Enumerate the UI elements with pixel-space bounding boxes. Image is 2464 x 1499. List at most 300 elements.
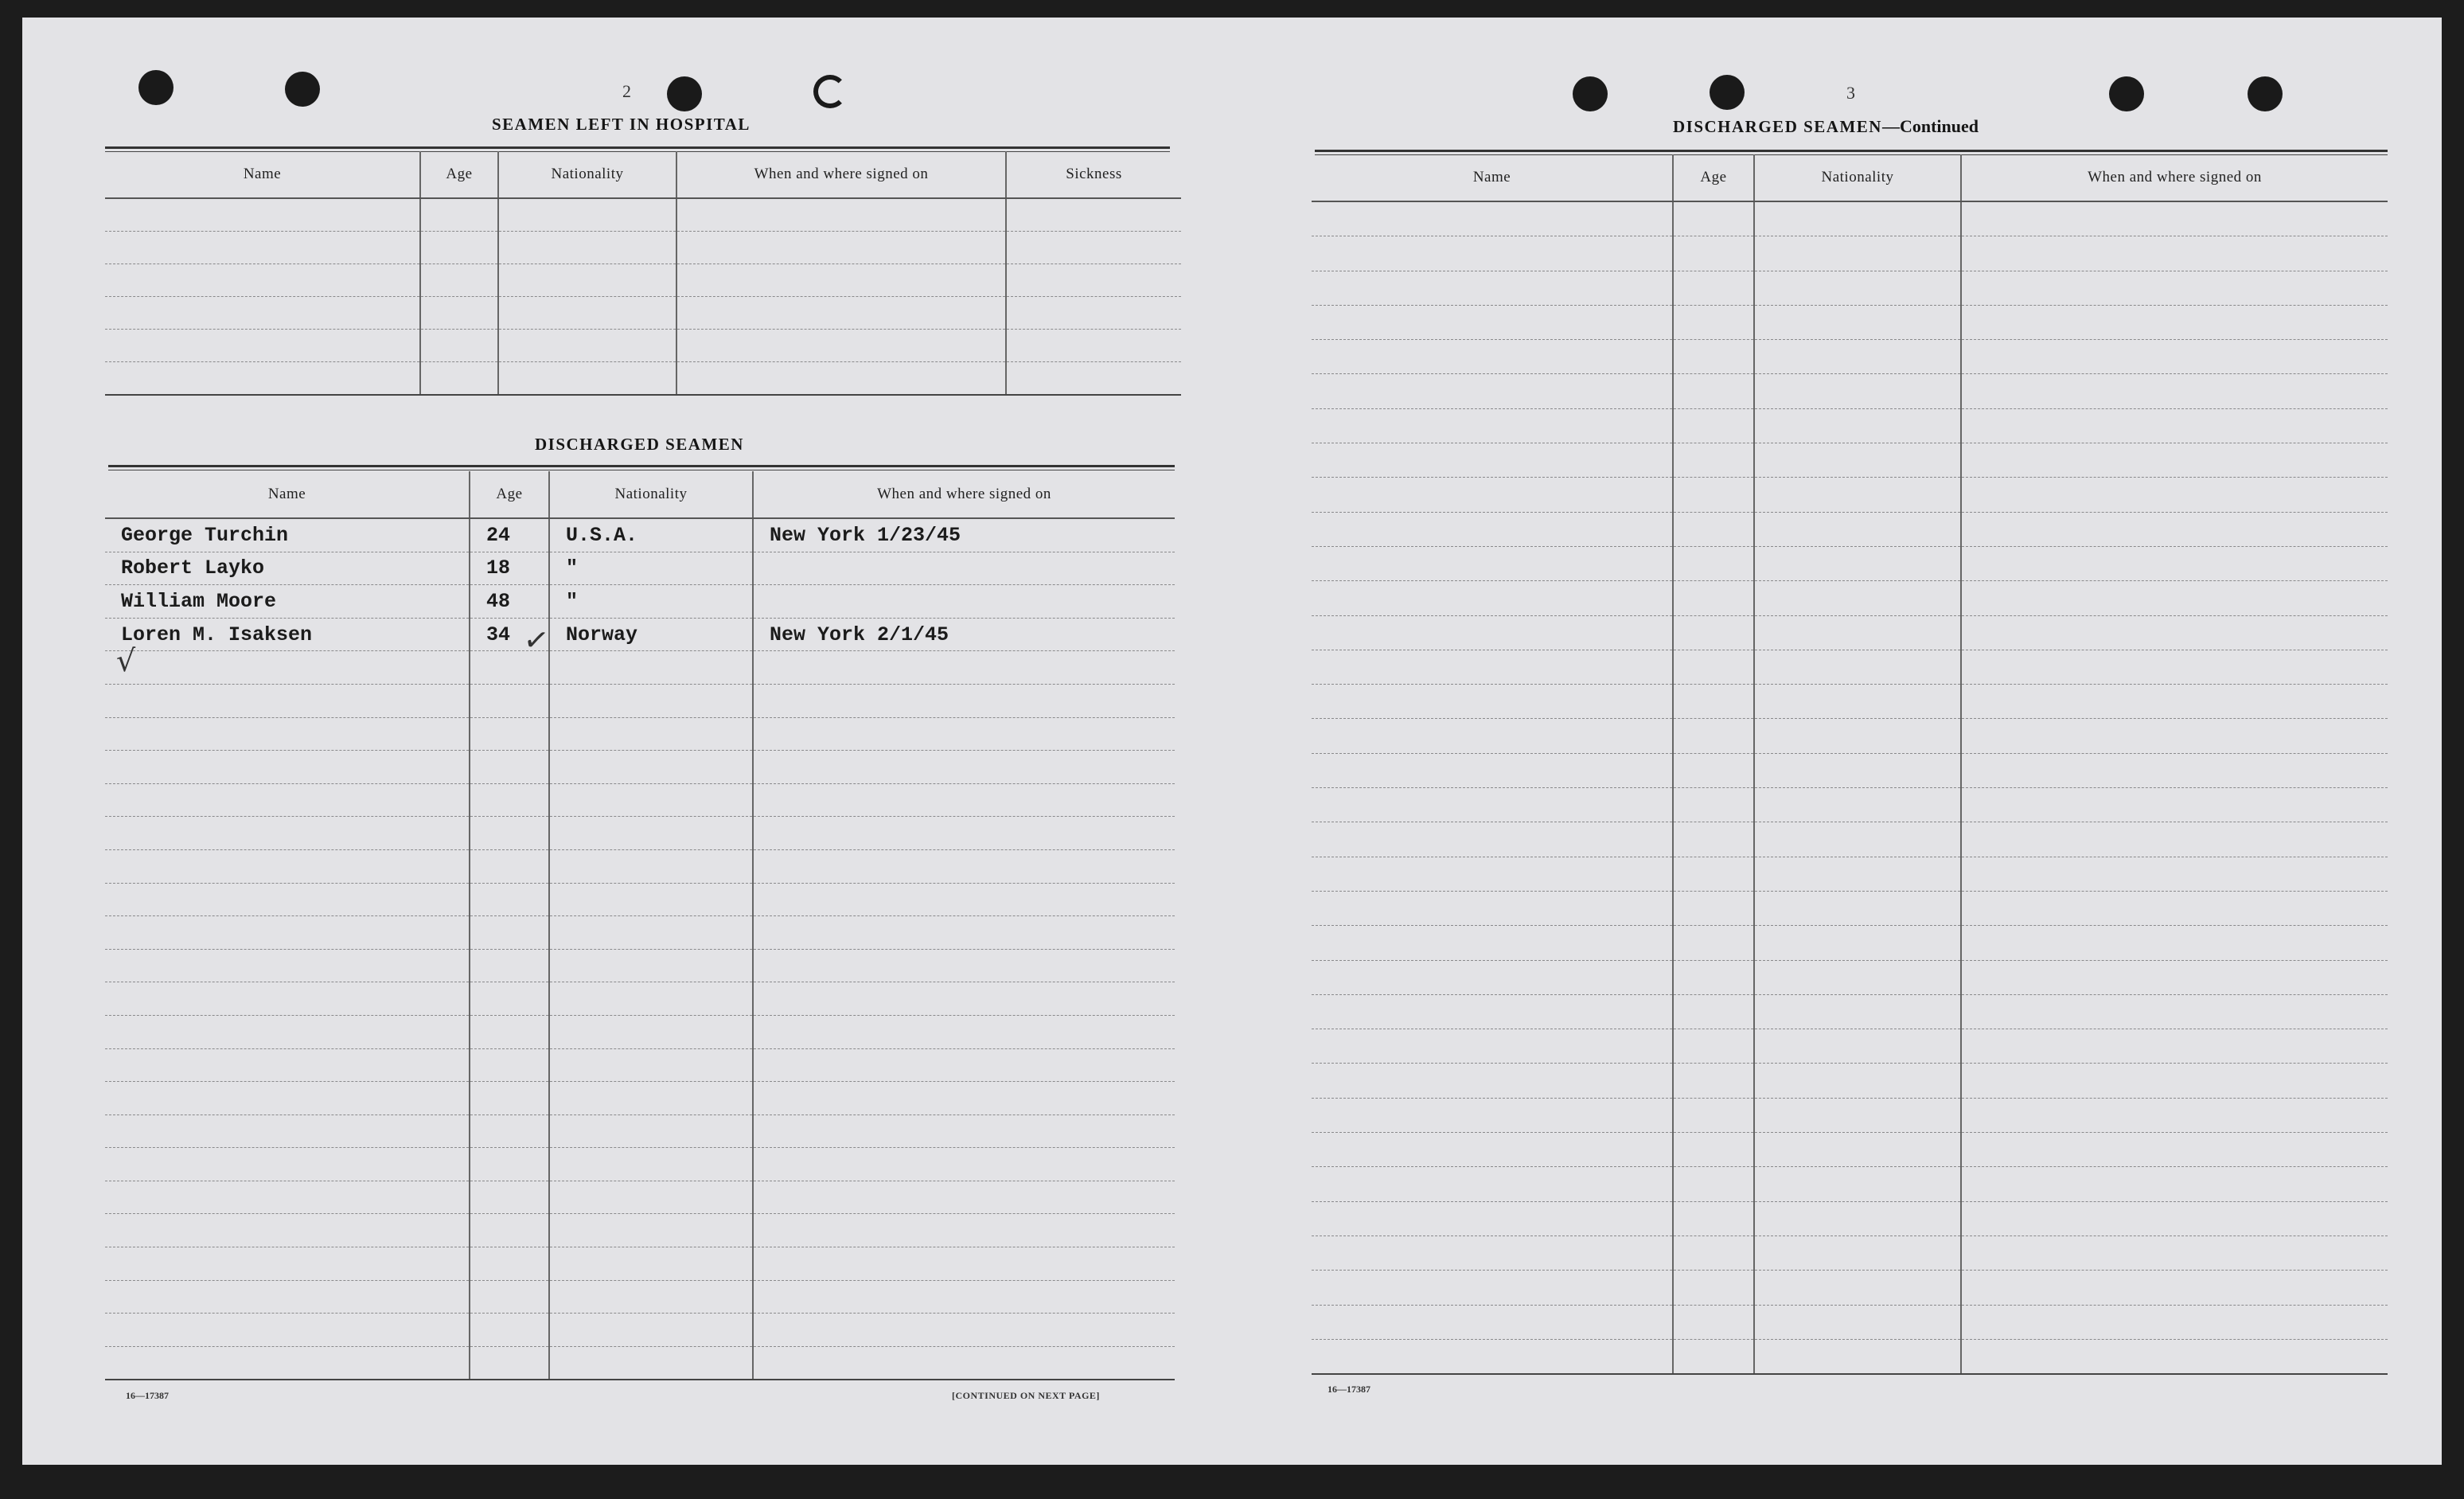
table-row <box>1312 512 2388 546</box>
cell-age <box>470 817 549 850</box>
cell-nationality: " <box>549 552 753 585</box>
continued-note: [CONTINUED ON NEXT PAGE] <box>952 1390 1100 1401</box>
cell-signed-on <box>753 1015 1175 1048</box>
cell-signed-on <box>1961 1098 2388 1132</box>
cell-nationality <box>549 1015 753 1048</box>
cell-nationality <box>549 982 753 1016</box>
cell-name <box>1312 960 1673 994</box>
cell-nationality: " <box>549 585 753 619</box>
cell-age <box>470 1346 549 1380</box>
cell-age <box>1673 201 1754 236</box>
column-header-name: Name <box>1312 154 1673 201</box>
cell-name <box>105 1247 470 1281</box>
cell-sickness <box>1006 198 1181 232</box>
cell-signed-on <box>753 916 1175 950</box>
cell-name <box>1312 305 1673 339</box>
cell-age <box>1673 960 1754 994</box>
table-row <box>1312 305 2388 339</box>
cell-nationality <box>1754 546 1961 580</box>
cell-sickness <box>1006 362 1181 396</box>
cell-signed-on <box>753 817 1175 850</box>
cell-signed-on <box>1961 753 2388 787</box>
cell-signed-on <box>1961 1064 2388 1098</box>
cell-age <box>470 1114 549 1148</box>
cell-signed-on <box>1961 581 2388 615</box>
cell-name <box>1312 546 1673 580</box>
table-row <box>1312 581 2388 615</box>
cell-name <box>105 1048 470 1082</box>
cell-nationality <box>549 684 753 717</box>
table-row <box>1312 201 2388 236</box>
column-header-signed-on: When and where signed on <box>753 471 1175 518</box>
column-header-nationality: Nationality <box>549 471 753 518</box>
cell-nationality <box>1754 1133 1961 1167</box>
cell-age <box>1673 650 1754 684</box>
discharged-continued-table <box>1312 154 2388 1375</box>
continued-top-rule <box>1315 150 2388 152</box>
cell-name <box>1312 994 1673 1029</box>
cell-age <box>1673 443 1754 478</box>
cell-age <box>470 1314 549 1347</box>
cell-nationality <box>1754 650 1961 684</box>
column-header-name: Name <box>105 151 420 198</box>
cell-age <box>1673 1064 1754 1098</box>
cell-nationality <box>1754 1029 1961 1064</box>
cell-name <box>1312 788 1673 822</box>
table-row <box>1312 1133 2388 1167</box>
column-header-nationality: Nationality <box>1754 154 1961 201</box>
cell-nationality <box>498 232 676 264</box>
cell-nationality <box>549 849 753 883</box>
cell-signed-on <box>753 1048 1175 1082</box>
cell-nationality <box>1754 1271 1961 1305</box>
cell-signed-on <box>676 198 1006 232</box>
cell-signed-on <box>1961 1029 2388 1064</box>
punch-hole <box>667 76 702 111</box>
cell-nationality <box>1754 443 1961 478</box>
cell-age <box>1673 408 1754 443</box>
cell-signed-on <box>1961 236 2388 271</box>
table-row <box>105 1148 1175 1181</box>
title-main: DISCHARGED SEAMEN <box>1673 117 1882 136</box>
cell-age <box>1673 926 1754 960</box>
cell-age <box>1673 615 1754 650</box>
cell-age <box>470 751 549 784</box>
cell-age <box>1673 1339 1754 1374</box>
table-row <box>105 552 1175 585</box>
cell-signed-on <box>753 1114 1175 1148</box>
cell-age <box>1673 1133 1754 1167</box>
document-scan <box>22 18 2442 1465</box>
table-row <box>1312 443 2388 478</box>
column-header-age: Age <box>1673 154 1754 201</box>
cell-age <box>1673 512 1754 546</box>
cell-signed-on <box>1961 271 2388 305</box>
cell-age <box>420 362 498 396</box>
cell-age <box>1673 1271 1754 1305</box>
cell-name <box>105 1346 470 1380</box>
table-row <box>1312 788 2388 822</box>
cell-nationality <box>549 1048 753 1082</box>
cell-age <box>1673 753 1754 787</box>
cell-nationality <box>498 330 676 362</box>
cell-signed-on <box>753 982 1175 1016</box>
cell-signed-on <box>753 1346 1175 1380</box>
cell-signed-on <box>1961 374 2388 408</box>
table-row <box>1312 650 2388 684</box>
table-row <box>1312 1201 2388 1236</box>
cell-signed-on <box>676 232 1006 264</box>
cell-signed-on <box>1961 857 2388 891</box>
punch-hole <box>1710 75 1745 110</box>
cell-signed-on <box>1961 822 2388 857</box>
discharged-top-rule <box>108 465 1175 467</box>
cell-nationality <box>1754 201 1961 236</box>
cell-name <box>1312 615 1673 650</box>
table-row <box>105 1280 1175 1314</box>
discharged-section-title: DISCHARGED SEAMEN <box>535 435 744 454</box>
table-row <box>105 982 1175 1016</box>
column-header-age: Age <box>470 471 549 518</box>
cell-age <box>1673 822 1754 857</box>
cell-name <box>1312 650 1673 684</box>
cell-signed-on <box>753 1314 1175 1347</box>
table-row <box>105 717 1175 751</box>
table-row <box>1312 719 2388 753</box>
cell-signed-on <box>1961 340 2388 374</box>
cell-signed-on <box>1961 926 2388 960</box>
continued-header-row <box>1312 154 2388 201</box>
table-row <box>105 518 1175 552</box>
cell-name <box>105 362 420 396</box>
cell-signed-on <box>1961 1271 2388 1305</box>
cell-age <box>1673 891 1754 925</box>
cell-name <box>105 883 470 916</box>
cell-name <box>105 1181 470 1214</box>
cell-nationality <box>1754 271 1961 305</box>
table-row <box>105 783 1175 817</box>
punch-hole <box>2109 76 2144 111</box>
cell-nationality <box>1754 408 1961 443</box>
cell-name <box>1312 926 1673 960</box>
cell-signed-on <box>1961 408 2388 443</box>
cell-signed-on <box>1961 201 2388 236</box>
cell-nationality <box>1754 685 1961 719</box>
cell-sickness <box>1006 330 1181 362</box>
cell-age <box>1673 546 1754 580</box>
table-row <box>105 684 1175 717</box>
cell-signed-on <box>1961 1236 2388 1270</box>
cell-signed-on <box>753 585 1175 619</box>
table-row <box>1312 685 2388 719</box>
table-row <box>105 1214 1175 1247</box>
discharged-header-row <box>105 471 1175 518</box>
cell-name <box>1312 236 1673 271</box>
cell-age <box>1673 719 1754 753</box>
discharged-seamen-table <box>105 471 1175 1380</box>
cell-signed-on <box>676 264 1006 297</box>
cell-age <box>1673 1305 1754 1339</box>
table-row <box>1312 1236 2388 1270</box>
cell-nationality <box>1754 1098 1961 1132</box>
cell-age <box>420 264 498 297</box>
cell-age <box>470 916 549 950</box>
table-row <box>105 751 1175 784</box>
cell-nationality <box>1754 1167 1961 1201</box>
cell-age <box>1673 685 1754 719</box>
cell-nationality: Norway <box>549 618 753 651</box>
cell-name <box>1312 443 1673 478</box>
cell-name <box>1312 1133 1673 1167</box>
table-row <box>1312 926 2388 960</box>
cell-name <box>105 1314 470 1347</box>
cell-name <box>105 949 470 982</box>
cell-signed-on <box>1961 994 2388 1029</box>
form-number-right: 16—17387 <box>1328 1384 1370 1395</box>
cell-nationality <box>1754 236 1961 271</box>
table-row <box>105 1181 1175 1214</box>
cell-signed-on <box>753 783 1175 817</box>
table-row <box>1312 822 2388 857</box>
cell-signed-on <box>753 1148 1175 1181</box>
cell-nationality <box>1754 305 1961 339</box>
cell-age <box>470 849 549 883</box>
cell-sickness <box>1006 264 1181 297</box>
cell-name <box>1312 822 1673 857</box>
cell-name <box>1312 374 1673 408</box>
cell-nationality <box>549 1346 753 1380</box>
cell-age <box>470 1082 549 1115</box>
cell-nationality <box>1754 615 1961 650</box>
cell-age <box>1673 1167 1754 1201</box>
cell-nationality <box>1754 1339 1961 1374</box>
cell-name <box>105 1148 470 1181</box>
column-header-signed-on: When and where signed on <box>1961 154 2388 201</box>
cell-age <box>1673 857 1754 891</box>
column-header-nationality: Nationality <box>498 151 676 198</box>
table-row <box>105 1346 1175 1380</box>
cell-signed-on <box>1961 650 2388 684</box>
table-row <box>1312 1029 2388 1064</box>
cell-name <box>105 1082 470 1115</box>
cell-name: Robert Layko <box>105 552 470 585</box>
cell-signed-on <box>1961 478 2388 512</box>
table-row <box>1312 753 2388 787</box>
cell-name <box>105 651 470 685</box>
table-row <box>1312 340 2388 374</box>
cell-age <box>1673 581 1754 615</box>
table-row <box>105 585 1175 619</box>
cell-name <box>1312 857 1673 891</box>
cell-name <box>105 1114 470 1148</box>
cell-nationality <box>549 1214 753 1247</box>
table-row <box>1312 615 2388 650</box>
cell-name <box>105 751 470 784</box>
table-row <box>1312 1271 2388 1305</box>
cell-name <box>1312 1201 1673 1236</box>
cell-age <box>470 1247 549 1281</box>
cell-name <box>1312 1236 1673 1270</box>
punch-hole <box>2248 76 2283 111</box>
cell-signed-on <box>1961 1167 2388 1201</box>
cell-name <box>1312 1029 1673 1064</box>
cell-name <box>1312 271 1673 305</box>
cell-signed-on <box>753 717 1175 751</box>
table-row <box>105 1247 1175 1281</box>
column-header-age: Age <box>420 151 498 198</box>
cell-age <box>470 783 549 817</box>
cell-name <box>105 1015 470 1048</box>
column-header-signed-on: When and where signed on <box>676 151 1006 198</box>
cell-name <box>1312 1167 1673 1201</box>
cell-signed-on <box>676 297 1006 330</box>
cell-nationality <box>549 651 753 685</box>
cell-name <box>105 1280 470 1314</box>
cell-signed-on <box>1961 960 2388 994</box>
title-suffix: —Continued <box>1881 116 1979 136</box>
cell-age <box>470 949 549 982</box>
cell-signed-on <box>1961 891 2388 925</box>
table-row <box>105 1048 1175 1082</box>
table-row <box>1312 1064 2388 1098</box>
cell-name <box>105 982 470 1016</box>
cell-age <box>1673 478 1754 512</box>
table-row <box>105 618 1175 651</box>
cell-name <box>1312 408 1673 443</box>
table-row <box>105 1314 1175 1347</box>
cell-name <box>1312 1305 1673 1339</box>
cell-age: 24 <box>470 518 549 552</box>
cell-nationality <box>1754 581 1961 615</box>
table-row <box>1312 891 2388 925</box>
table-row <box>1312 1098 2388 1132</box>
cell-nationality <box>549 751 753 784</box>
cell-name <box>105 916 470 950</box>
table-row <box>105 916 1175 950</box>
page-number-right: 3 <box>1846 83 1855 103</box>
cell-age <box>470 1048 549 1082</box>
cell-signed-on <box>1961 512 2388 546</box>
cell-name: George Turchin <box>105 518 470 552</box>
cell-name <box>105 717 470 751</box>
cell-name <box>105 684 470 717</box>
cell-name <box>105 297 420 330</box>
cell-signed-on <box>753 849 1175 883</box>
table-row <box>1312 408 2388 443</box>
table-row <box>105 297 1181 330</box>
cell-age <box>1673 1029 1754 1064</box>
cell-signed-on: New York 2/1/45 <box>753 618 1175 651</box>
cell-nationality <box>549 783 753 817</box>
cell-nationality <box>1754 1305 1961 1339</box>
cell-nationality <box>1754 1236 1961 1270</box>
cell-nationality <box>549 916 753 950</box>
cell-age <box>470 1015 549 1048</box>
cell-age <box>1673 994 1754 1029</box>
table-row <box>105 330 1181 362</box>
cell-nationality <box>498 297 676 330</box>
cell-name <box>1312 512 1673 546</box>
cell-signed-on <box>1961 719 2388 753</box>
cell-age <box>420 232 498 264</box>
cell-nationality <box>1754 340 1961 374</box>
cell-signed-on <box>1961 443 2388 478</box>
cell-name <box>1312 201 1673 236</box>
cell-signed-on <box>753 684 1175 717</box>
cell-nationality <box>549 949 753 982</box>
table-row <box>1312 236 2388 271</box>
cell-signed-on <box>1961 615 2388 650</box>
cell-nationality <box>1754 753 1961 787</box>
cell-age <box>1673 1236 1754 1270</box>
cell-nationality <box>1754 512 1961 546</box>
table-row <box>105 362 1181 396</box>
cell-age <box>1673 305 1754 339</box>
cell-age <box>1673 236 1754 271</box>
cell-nationality <box>1754 788 1961 822</box>
discharged-continued-title <box>1673 116 1979 137</box>
cell-signed-on <box>753 552 1175 585</box>
cell-signed-on <box>753 751 1175 784</box>
cell-age <box>470 1181 549 1214</box>
cell-signed-on <box>1961 788 2388 822</box>
cell-sickness <box>1006 232 1181 264</box>
cell-age <box>420 297 498 330</box>
cell-nationality <box>498 362 676 396</box>
cell-signed-on <box>676 362 1006 396</box>
table-row <box>1312 1305 2388 1339</box>
cell-name <box>1312 1098 1673 1132</box>
cell-age <box>420 330 498 362</box>
cell-age <box>470 1214 549 1247</box>
cell-name <box>1312 340 1673 374</box>
punch-hole-partial <box>813 75 847 108</box>
cell-signed-on <box>676 330 1006 362</box>
table-row <box>105 817 1175 850</box>
cell-nationality <box>549 1082 753 1115</box>
cell-nationality <box>1754 926 1961 960</box>
cell-name <box>105 783 470 817</box>
table-row <box>105 849 1175 883</box>
cell-nationality <box>549 717 753 751</box>
cell-age <box>1673 271 1754 305</box>
cell-signed-on: New York 1/23/45 <box>753 518 1175 552</box>
cell-nationality <box>549 817 753 850</box>
table-row <box>105 1082 1175 1115</box>
cell-signed-on <box>753 1082 1175 1115</box>
cell-nationality <box>549 1247 753 1281</box>
cell-age: 48 <box>470 585 549 619</box>
cell-name <box>105 1214 470 1247</box>
page-number-left: 2 <box>622 81 631 101</box>
cell-name <box>1312 685 1673 719</box>
punch-hole <box>285 72 320 107</box>
hospital-table <box>105 151 1181 396</box>
cell-age <box>470 883 549 916</box>
table-row <box>105 1114 1175 1148</box>
table-row <box>105 883 1175 916</box>
cell-nationality <box>549 1181 753 1214</box>
cell-nationality <box>549 1148 753 1181</box>
cell-name <box>1312 719 1673 753</box>
cell-signed-on <box>753 651 1175 685</box>
cell-age <box>1673 1201 1754 1236</box>
hospital-top-rule <box>105 146 1170 149</box>
table-row <box>105 651 1175 685</box>
cell-nationality <box>1754 822 1961 857</box>
cell-signed-on <box>753 1181 1175 1214</box>
cell-signed-on <box>1961 1133 2388 1167</box>
